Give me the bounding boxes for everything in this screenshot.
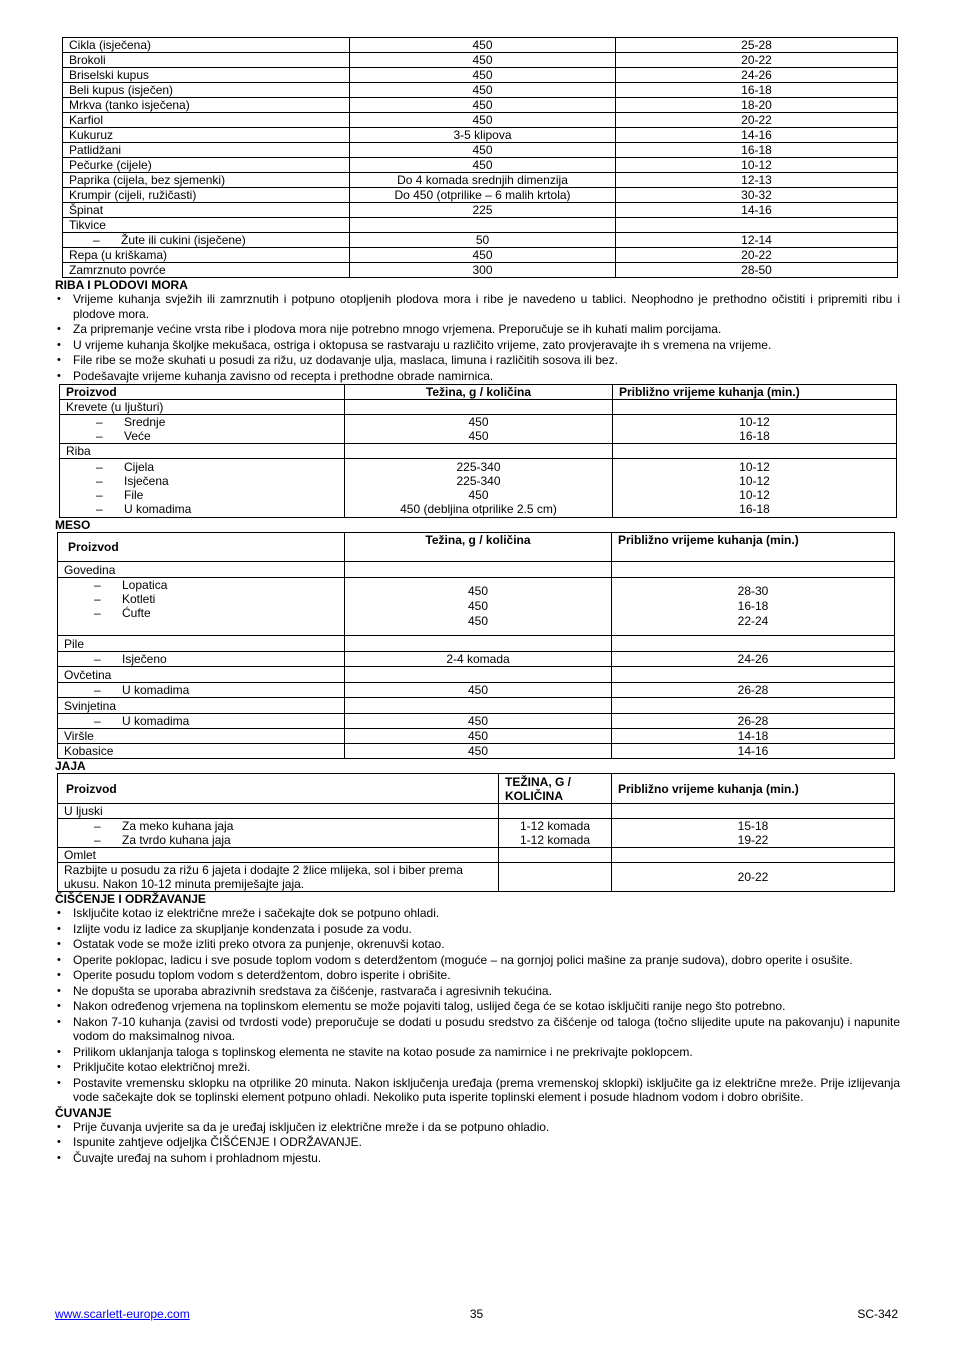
storage-bullets: [55, 1120, 900, 1166]
column-header: Približno vrijeme kuhanja (min.): [612, 533, 895, 562]
product-cell: Kukuruz: [63, 128, 350, 143]
category-cell: Riba: [60, 444, 345, 459]
product-cell: Beli kupus (isječen): [63, 83, 350, 98]
product-cell: Mrkva (tanko isječena): [63, 98, 350, 113]
time-cell: 25-28: [616, 38, 898, 53]
list-item: • Prije čuvanja uvjerite sa da je uređaj isključen iz električne mreže i da se potpuno ohladio.: [73, 1120, 900, 1135]
page-footer: [55, 1307, 898, 1323]
table-row: [63, 218, 898, 233]
weight-cell: 225: [350, 203, 616, 218]
list-item: • File ribe se može skuhati u posudi za rižu, uz dodavanje ulja, maslaca, limuna i različitih sosova ili bez.: [73, 353, 900, 368]
list-item: • Ispunite zahtjeve odjeljka ČIŠĆENJE I ODRŽAVANJE.: [73, 1135, 900, 1150]
weight-cell: 300: [350, 263, 616, 278]
list-item: • Operite poklopac, ladicu i sve posude toplom vodom s deterdžentom (moguće – na gornjoj polici mašine za pranje sudova), dobro operite i osušite.: [73, 953, 900, 968]
item-label: – Srednje: [96, 415, 166, 429]
list-item: • Podešavajte vrijeme kuhanja zavisno od recepta i prethodne obrade namirnica.: [73, 369, 900, 384]
fish-bullets: [55, 292, 900, 383]
time-cell: 16-18: [616, 83, 898, 98]
table-row: [63, 113, 898, 128]
table-row: [63, 128, 898, 143]
list-item: • Isključite kotao iz električne mreže i sačekajte dok se potpuno ohladi.: [73, 906, 900, 921]
time-cell: 12-14: [616, 233, 898, 248]
table-row: [63, 203, 898, 218]
meat-heading: MESO: [55, 518, 91, 532]
table-row: [63, 98, 898, 113]
weight-cell: 450: [350, 143, 616, 158]
time-cell: 20-22: [616, 53, 898, 68]
weight-cell: [350, 218, 616, 233]
list-item: • Za pripremanje većine vrsta ribe i plodova mora nije potrebno mnogo vrjemena. Preporučuje se ih kuhati malim porcijama.: [73, 322, 900, 337]
weight-cell: 450: [350, 158, 616, 173]
weight-cell: 450: [350, 83, 616, 98]
list-item: • Ne dopušta se uporaba abrazivnih sredstava za čišćenje, rastvarača i agresivnih tekućina.: [73, 984, 900, 999]
time-cell: 28-50: [616, 263, 898, 278]
omelette-description: Razbijte u posudu za rižu 6 jajeta i dodajte 2 žlice mlijeka, sol i biber prema ukusu. Nakon 10-12 minuta premiješajte jaja.: [58, 863, 499, 892]
column-header: Težina, g / količina: [345, 533, 612, 562]
product-cell: Zamrznuto povrće: [63, 263, 350, 278]
fish-table: Proizvod Težina, g / količina Približno vrijeme kuhanja (min.) Krevete (u ljušturi) – Srednje – Veće 450 450 10-12 16-18 Riba – Cijela – Isječena – File – U komadima 225-340 225-340 450 450 (debljina otprilike 2.5 cm) 10-12 10-12 10-12 16-18: [59, 384, 897, 518]
category-cell: Svinjetina: [58, 698, 345, 714]
website-link[interactable]: www.scarlett-europe.com: [55, 1307, 190, 1321]
weight-cell: 450: [350, 68, 616, 83]
product-cell: – Žute ili cukini (isječene): [63, 233, 350, 248]
category-cell: Krevete (u ljušturi): [60, 400, 345, 415]
list-item: • Čuvajte uređaj na suhom i prohladnom mjestu.: [73, 1151, 900, 1166]
model-number: SC-342: [857, 1307, 898, 1321]
list-item: • Vrijeme kuhanja svježih ili zamrznutih i potpuno otopljenih plodova mora i ribe je navedeno u tablici. Neophodno je prethodno očistiti i pripremiti ribu i plodove mora.: [73, 292, 900, 321]
table-row: [63, 248, 898, 263]
item-label: – Veće: [96, 429, 151, 443]
table-row: [63, 68, 898, 83]
column-header: Proizvod: [58, 533, 345, 562]
time-cell: 14-16: [616, 128, 898, 143]
list-item: • Nakon određenog vrjemena na toplinskom elementu se može pojaviti talog, uslijed čega će se kotao isključiti ranije nego što potrebno.: [73, 999, 900, 1014]
weight-cell: Do 4 komada srednjih dimenzija: [350, 173, 616, 188]
weight-cell: 450: [350, 38, 616, 53]
list-item: • Postavite vremensku sklopku na otprilike 20 minuta. Nakon isključenja uređaja (prema vremenskoj sklopki) isključite ga iz električne mreže. Prije izlijevanja vode sačekajte dok se toplinski element potpuno ohladi. Nekoliko puta isperite toplinski element i posude hladnom vodom i dobro obrišite.: [73, 1076, 900, 1105]
eggs-heading: JAJA: [55, 759, 86, 773]
time-cell: 20-22: [616, 248, 898, 263]
column-header: Proizvod: [58, 774, 499, 804]
column-header: Približno vrijeme kuhanja (min.): [612, 774, 895, 804]
column-header: Težina, g / količina: [345, 385, 613, 400]
table-row: [63, 38, 898, 53]
category-cell: Ovčetina: [58, 667, 345, 683]
product-cell: Krumpir (cijeli, ružičasti): [63, 188, 350, 203]
column-header: Proizvod: [60, 385, 345, 400]
category-cell: Govedina: [58, 562, 345, 578]
list-item: • Ostatak vode se može izliti preko otvora za punjenje, okrenuvši kotao.: [73, 937, 900, 952]
page-number: 35: [469, 1307, 484, 1321]
time-cell: 12-13: [616, 173, 898, 188]
product-cell: Briselski kupus: [63, 68, 350, 83]
table-row: [63, 83, 898, 98]
table-row: [63, 188, 898, 203]
storage-heading: ČUVANJE: [55, 1105, 112, 1120]
weight-cell: 450: [350, 248, 616, 263]
column-header: TEŽINA, G / KOLIČINA: [499, 774, 612, 804]
cleaning-bullets: [55, 906, 900, 1105]
document-page: [55, 37, 900, 1166]
time-cell: 14-16: [616, 203, 898, 218]
fish-heading: RIBA I PLODOVI MORA: [55, 278, 188, 292]
product-cell: Karfiol: [63, 113, 350, 128]
weight-cell: 3-5 klipova: [350, 128, 616, 143]
meat-table: Proizvod Težina, g / količina Približno vrijeme kuhanja (min.) Govedina – Lopatica – Kotleti – Ćufte 450 450 450 28-30 16-18 22-24 Pile – Isječeno 2-4 komada 24-26 Ovčetina – U komadima 450 26-28 Svinjetina – U komadima 450 26-28 Viršle 450 14-18 Kobasice 450 14-16: [57, 532, 895, 759]
weight-cell: Do 450 (otprilike – 6 malih krtola): [350, 188, 616, 203]
product-cell: Brokoli: [63, 53, 350, 68]
table-row: [63, 233, 898, 248]
product-cell: Pečurke (cijele): [63, 158, 350, 173]
weight-cell: 450: [350, 113, 616, 128]
category-cell: U ljuski: [58, 804, 499, 819]
table-row: [63, 173, 898, 188]
time-cell: 30-32: [616, 188, 898, 203]
table-row: Viršle: [58, 729, 345, 744]
product-cell: Repa (u kriškama): [63, 248, 350, 263]
category-cell: Omlet: [58, 848, 499, 863]
list-item: • U vrijeme kuhanja školjke mekušaca, ostriga i oktopusa se rastvaraju u različito vrijeme, zato provjeravajte ih s vremena na vrijeme.: [73, 338, 900, 353]
column-header: Približno vrijeme kuhanja (min.): [613, 385, 897, 400]
category-cell: Pile: [58, 636, 345, 652]
product-cell: Tikvice: [63, 218, 350, 233]
table-row: [63, 158, 898, 173]
list-item: • Nakon 7-10 kuhanja (zavisi od tvrdosti vode) preporučuje se dodati u posudu sredstvo za čišćenje od taloga (točno slijedite upute na pakovanju) i napunite vodom do maksimalnog nivoa.: [73, 1015, 900, 1044]
weight-cell: 450: [350, 53, 616, 68]
table-row: Kobasice: [58, 744, 345, 759]
weight-cell: 50: [350, 233, 616, 248]
table-row: [63, 143, 898, 158]
eggs-table: Proizvod TEŽINA, G / KOLIČINA Približno vrijeme kuhanja (min.) U ljuski – Za meko kuhana jaja – Za tvrdo kuhana jaja 1-12 komada 1-12 komada 15-18 19-22 Omlet Razbijte u posudu za rižu 6 jajeta i dodajte 2 žlice mlijeka, sol i biber prema ukusu. Nakon 10-12 minuta premiješajte jaja. 20-22: [57, 773, 895, 892]
time-cell: [616, 218, 898, 233]
time-cell: 18-20: [616, 98, 898, 113]
weight-cell: 450: [350, 98, 616, 113]
list-item: • Izlijte vodu iz ladice za skupljanje kondenzata i posude za vodu.: [73, 922, 900, 937]
product-cell: Patlidžani: [63, 143, 350, 158]
vegetables-table: [62, 37, 898, 278]
product-cell: Paprika (cijela, bez sjemenki): [63, 173, 350, 188]
product-cell: Cikla (isječena): [63, 38, 350, 53]
time-cell: 24-26: [616, 68, 898, 83]
cleaning-heading: ČIŠĆENJE I ODRŽAVANJE: [55, 892, 206, 906]
time-cell: 20-22: [616, 113, 898, 128]
list-item: • Prilikom uklanjanja taloga s toplinskog elementa ne stavite na kotao posude za namirnice i ne prekrivajte poklopcem.: [73, 1045, 900, 1060]
table-row: [63, 53, 898, 68]
table-row: [63, 263, 898, 278]
product-cell: Špinat: [63, 203, 350, 218]
time-cell: 10-12: [616, 158, 898, 173]
time-cell: 16-18: [616, 143, 898, 158]
list-item: • Priključite kotao električnoj mreži.: [73, 1060, 900, 1075]
list-item: • Operite posudu toplom vodom s deterdžentom, dobro isperite i obrišite.: [73, 968, 900, 983]
